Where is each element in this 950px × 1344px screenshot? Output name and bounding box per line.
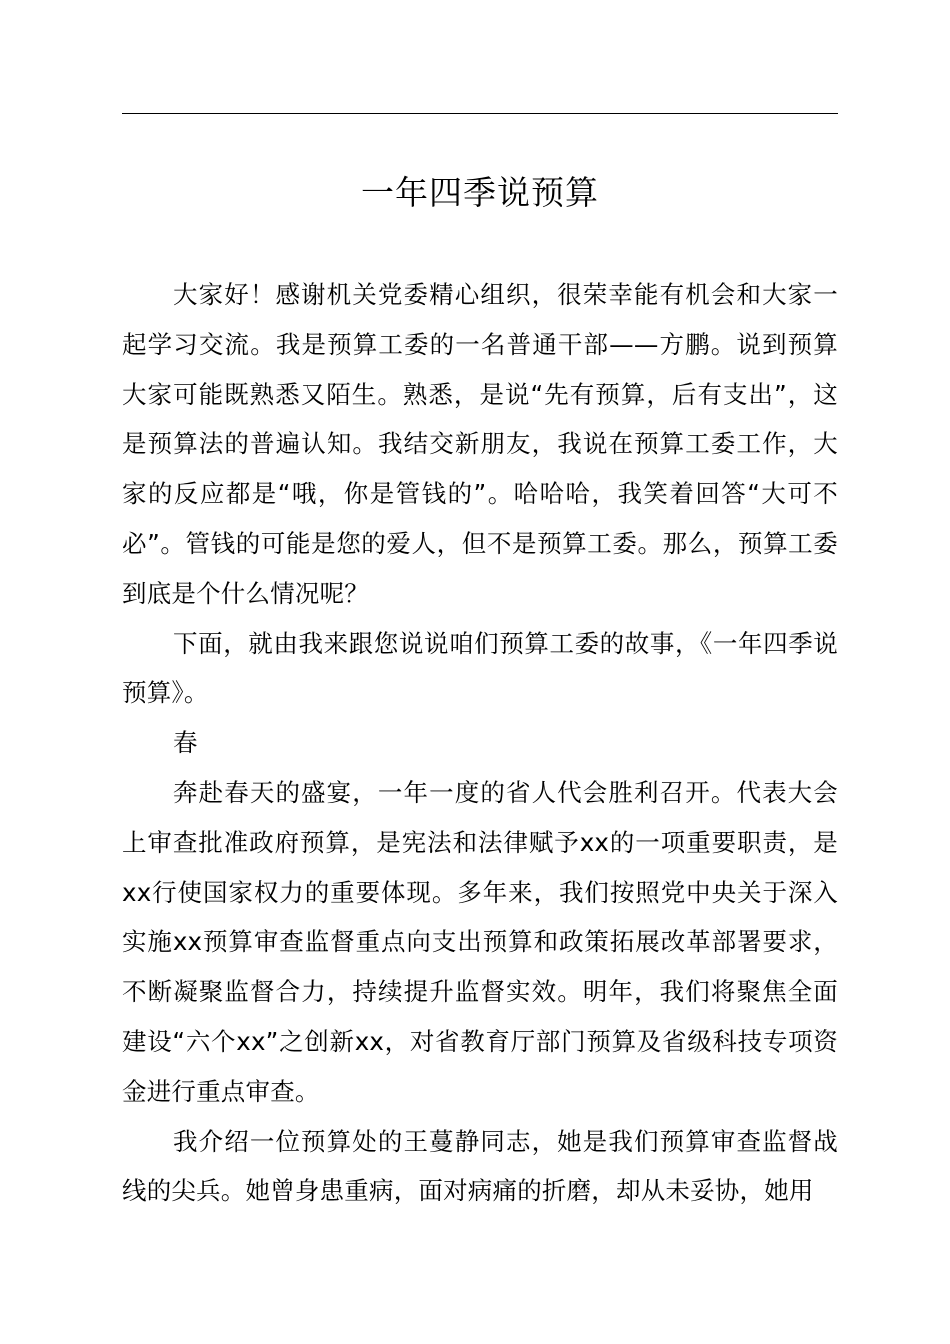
page-title: 一年四季说预算 xyxy=(361,173,599,212)
paragraph-intro: 大家好！感谢机关党委精心组织，很荣幸能有机会和大家一起学习交流。我是预算工委的一名普通干部——方鹏。说到预算大家可能既熟悉又陌生。熟悉，是说“先有预算，后有支出”，这是预算法的普遍认知。我结交新朋友，我说在预算工委工作，大家的反应都是“哦，你是管钱的”。哈哈哈，我笑着回答“大可不必”。管钱的可能是您的爱人，但不是预算工委。那么，预算工委到底是个什么情况呢？ xyxy=(122,280,838,608)
document-body xyxy=(122,270,838,1216)
paragraph-story-intro: 下面，就由我来跟您说说咱们预算工委的故事，《一年四季说预算》。 xyxy=(122,628,838,708)
header-rule xyxy=(122,113,838,114)
paragraph-colleague: 我介绍一位预算处的王蔓静同志，她是我们预算审查监督战线的尖兵。她曾身患重病，面对病痛的折磨，却从未妥协，她用 xyxy=(122,1126,838,1206)
paragraph-spring: 奔赴春天的盛宴，一年一度的省人代会胜利召开。代表大会上审查批准政府预算，是宪法和法律赋予xx的一项重要职责，是xx行使国家权力的重要体现。多年来，我们按照党中央关于深入实施xx预算审查监督重点向支出预算和政策拓展改革部署要求，不断凝聚监督合力，持续提升监督实效。明年，我们将聚焦全面建设“六个xx”之创新xx，对省教育厅部门预算及省级科技专项资金进行重点审查。 xyxy=(122,777,838,1106)
section-heading-spring: 春 xyxy=(173,728,198,758)
